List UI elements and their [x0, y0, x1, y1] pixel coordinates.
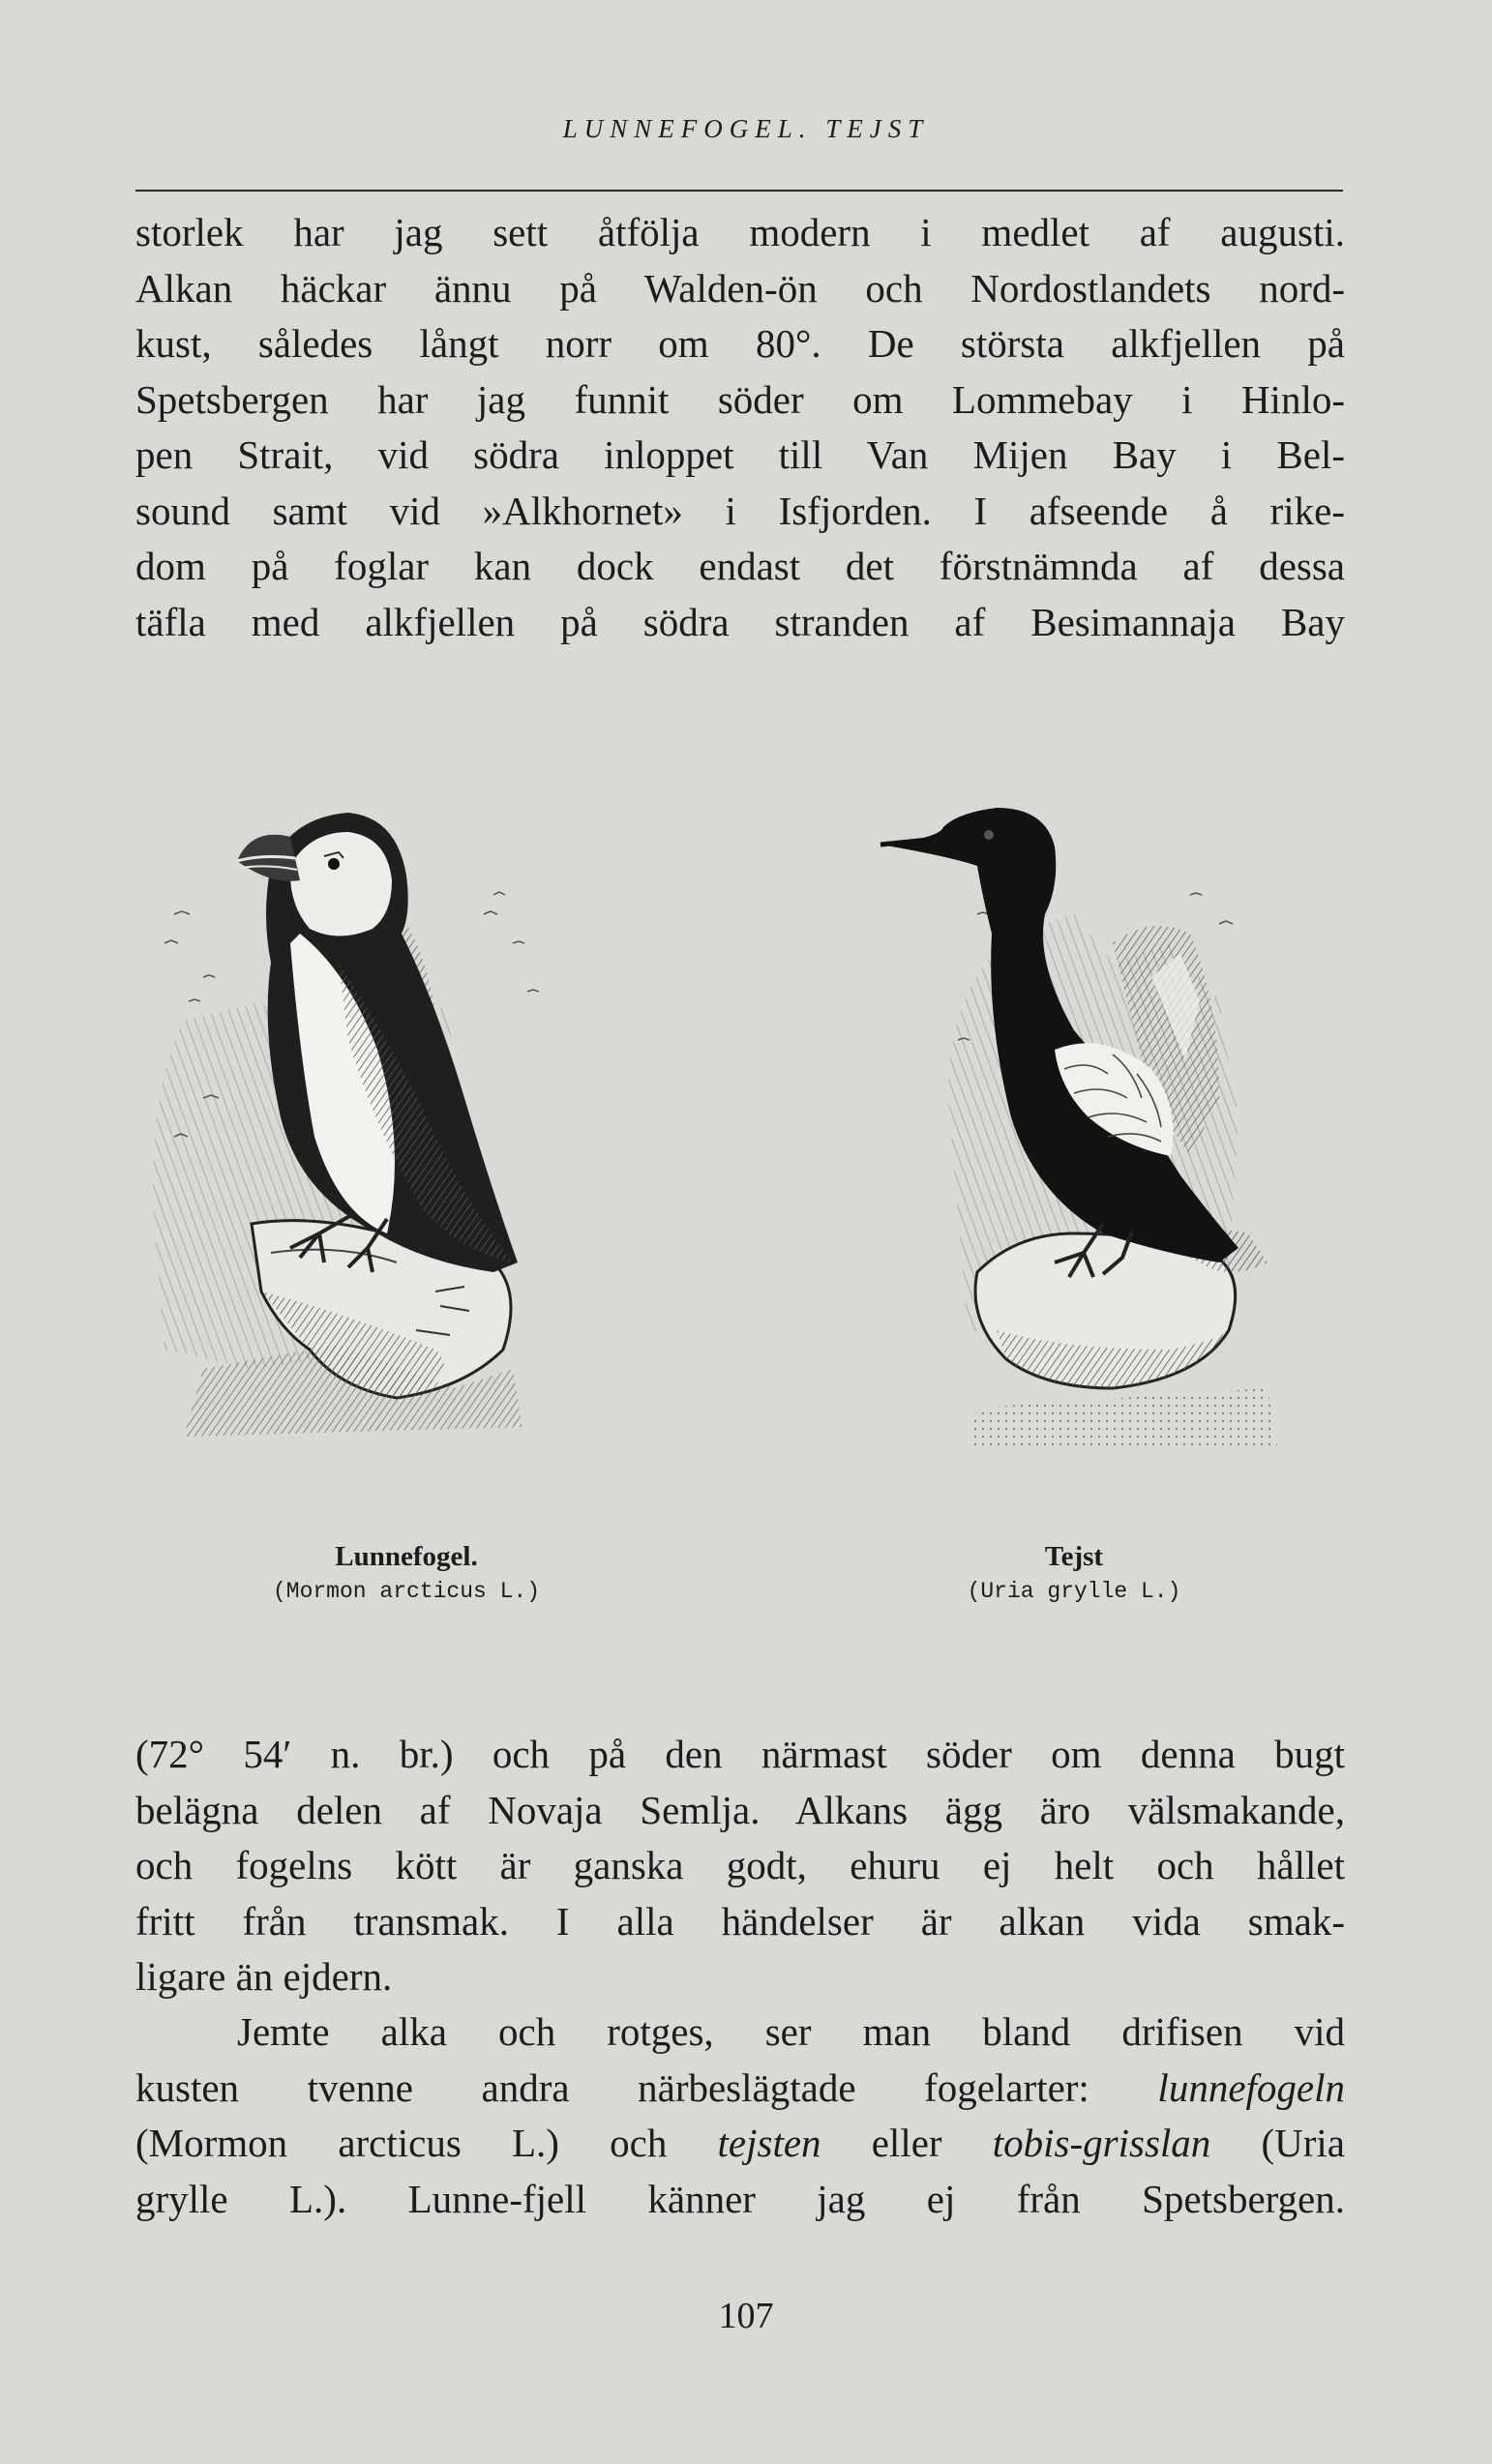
- text-line: dom på foglar kan dock endast det förstnämnda af dessa: [135, 544, 1345, 588]
- text-line: kust, således långt norr om 80°. De största alkfjellen på: [135, 321, 1345, 366]
- puffin-illustration: [153, 813, 539, 1437]
- text-line: Jemte alka och rotges, ser man bland drifisen vid: [237, 2009, 1345, 2054]
- caption-puffin: [261, 1541, 552, 1604]
- text-line: sound samt vid »Alkhornet» i Isfjorden. I afseende å rike-: [135, 488, 1345, 533]
- emphasis-lunnefogeln: lunnefogeln: [1157, 2064, 1345, 2110]
- text-line: pen Strait, vid södra inloppet till Van Mijen Bay i Bel-: [135, 432, 1345, 477]
- caption-guillemot: [929, 1541, 1219, 1604]
- text-line: fritt från transmak. I alla händelser är alkan vida smak-: [135, 1898, 1345, 1944]
- page-number: 107: [718, 2296, 774, 2336]
- emphasis-tobis-grisslan: tobis-grisslan: [992, 2121, 1211, 2165]
- guillemot-illustration: [880, 808, 1277, 1451]
- text-line: och fogelns kött är ganska godt, ehuru ej helt och hållet: [135, 1843, 1345, 1887]
- caption-scientific-name: (Mormon arcticus L.): [272, 1579, 541, 1604]
- emphasis-tejsten: tejsten: [717, 2121, 821, 2165]
- text-line: belägna delen af Novaja Semlja. Alkans ägg äro välsmakande,: [135, 1787, 1345, 1832]
- text-line: täfla med alkfjellen på södra stranden af Besimannaja Bay: [135, 599, 1345, 644]
- text-line: storlek har jag sett åtfölja modern i medlet af augusti.: [135, 210, 1345, 254]
- text-line: (Mormon arcticus L.) och tejsten eller tobis-grisslan (Uria: [135, 2121, 1345, 2165]
- running-head: LUNNEFOGEL. TEJST: [562, 114, 930, 143]
- paragraph-top: [135, 205, 1345, 650]
- text-line: (72° 54′ n. br.) och på den närmast söder om denna bugt: [135, 1732, 1345, 1776]
- text-line: grylle L.). Lunne-fjell känner jag ej från Spetsbergen.: [135, 2176, 1345, 2221]
- header-rule: [135, 190, 1343, 192]
- caption-title: Lunnefogel.: [335, 1541, 478, 1572]
- paragraph-bottom: [135, 2004, 1345, 2227]
- text-line: Alkan häckar ännu på Walden-ön och Nordostlandets nord-: [135, 265, 1345, 311]
- caption-title: Tejst: [1044, 1541, 1104, 1572]
- text-line: Spetsbergen har jag funnit söder om Lommebay i Hinlo-: [135, 376, 1345, 422]
- text-line: ligare än ejdern.: [135, 1954, 393, 1999]
- paragraph-middle: [135, 1727, 1345, 2005]
- caption-scientific-name: (Uria grylle L.): [967, 1579, 1181, 1604]
- text-line: kusten tvenne andra närbeslägtade fogelarter: lunnefogeln: [135, 2064, 1345, 2110]
- bird-illustration-plate: [145, 808, 1355, 1504]
